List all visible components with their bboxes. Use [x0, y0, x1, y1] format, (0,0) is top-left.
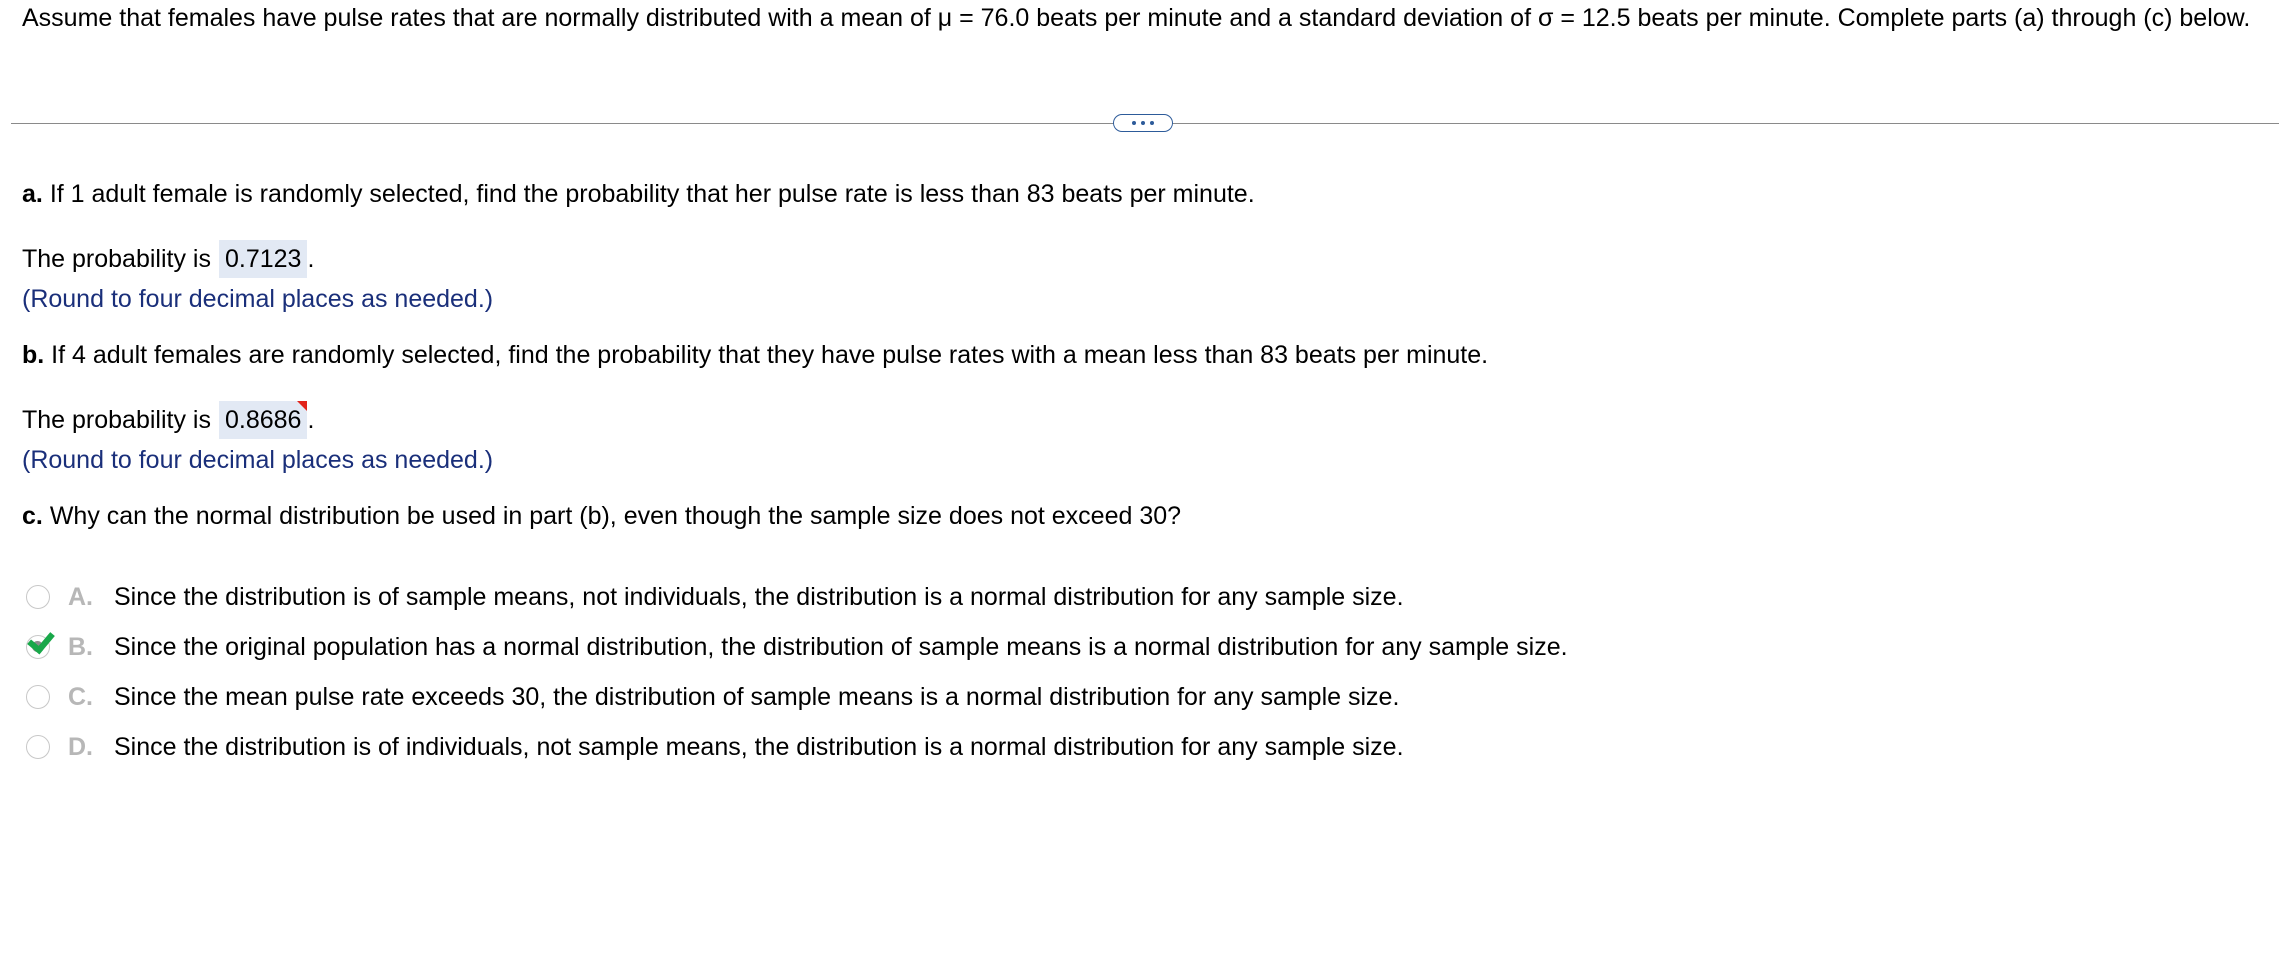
part-a-answer-field[interactable]: [219, 240, 307, 278]
problem-statement: Assume that females have pulse rates that are normally distributed with a mean of μ = 76.0 beats per minute and a standard deviation of σ = 12.5 beats per minute. Complete parts (a) through (c) below.: [22, 4, 2251, 32]
part-c-question: [22, 502, 1181, 531]
part-b-question-text: If 4 adult females are randomly selected, find the probability that they have pulse rates with a mean less than 83 beats per minute.: [51, 341, 1489, 369]
radio-button-c[interactable]: [26, 685, 50, 709]
ellipsis-icon: [1141, 121, 1145, 125]
part-b-hint: (Round to four decimal places as needed.): [22, 446, 494, 474]
choice-b[interactable]: [22, 627, 1568, 667]
part-b-answer-field[interactable]: [219, 401, 307, 439]
radio-button-d[interactable]: [26, 735, 50, 759]
choice-c[interactable]: [22, 677, 1399, 717]
part-b-answer-prefix: The probability is: [22, 405, 211, 434]
part-c-label: c.: [22, 502, 43, 530]
ellipsis-icon: [1150, 121, 1154, 125]
part-b-question: [22, 341, 1488, 370]
section-divider: [11, 112, 2279, 136]
choice-c-text: Since the mean pulse rate exceeds 30, the distribution of sample means is a normal distribution for any sample size.: [114, 682, 1400, 711]
choice-b-letter: B.: [68, 632, 93, 661]
expand-ellipsis-button[interactable]: [1113, 114, 1173, 132]
ellipsis-icon: [1132, 121, 1136, 125]
part-a-answer-prefix: The probability is: [22, 244, 211, 273]
choice-a-text: Since the distribution is of sample means, not individuals, the distribution is a normal distribution for any sample size.: [114, 582, 1404, 611]
part-a-answer-value: 0.7123: [224, 245, 302, 273]
part-c-question-text: Why can the normal distribution be used in part (b), even though the sample size does not exceed 30?: [49, 502, 1182, 530]
choice-b-text: Since the original population has a normal distribution, the distribution of sample means is a normal distribution for any sample size.: [114, 632, 1568, 661]
choice-a-letter: A.: [68, 582, 93, 611]
part-a-answer-line: [22, 240, 314, 278]
choice-c-letter: C.: [68, 682, 93, 711]
part-b-answer-value: 0.8686: [224, 406, 302, 434]
red-corner-flag-icon: [297, 401, 307, 411]
part-a-label: a.: [22, 180, 43, 208]
check-icon: [27, 626, 55, 655]
part-b-answer-suffix: .: [307, 405, 315, 434]
radio-button-a[interactable]: [26, 585, 50, 609]
part-b-answer-line: [22, 401, 314, 439]
choice-a[interactable]: [22, 577, 1404, 617]
part-a-question-text: If 1 adult female is randomly selected, find the probability that her pulse rate is less than 83 beats per minute.: [49, 180, 1255, 208]
choice-d-text: Since the distribution is of individuals, not sample means, the distribution is a normal distribution for any sample size.: [114, 732, 1404, 761]
part-b-label: b.: [22, 341, 45, 369]
part-a-hint: (Round to four decimal places as needed.): [22, 285, 494, 313]
choice-d[interactable]: [22, 727, 1404, 767]
part-a-answer-suffix: .: [307, 244, 315, 273]
choice-d-letter: D.: [68, 732, 93, 761]
part-a-question: [22, 180, 1255, 209]
radio-button-b[interactable]: [26, 635, 50, 659]
